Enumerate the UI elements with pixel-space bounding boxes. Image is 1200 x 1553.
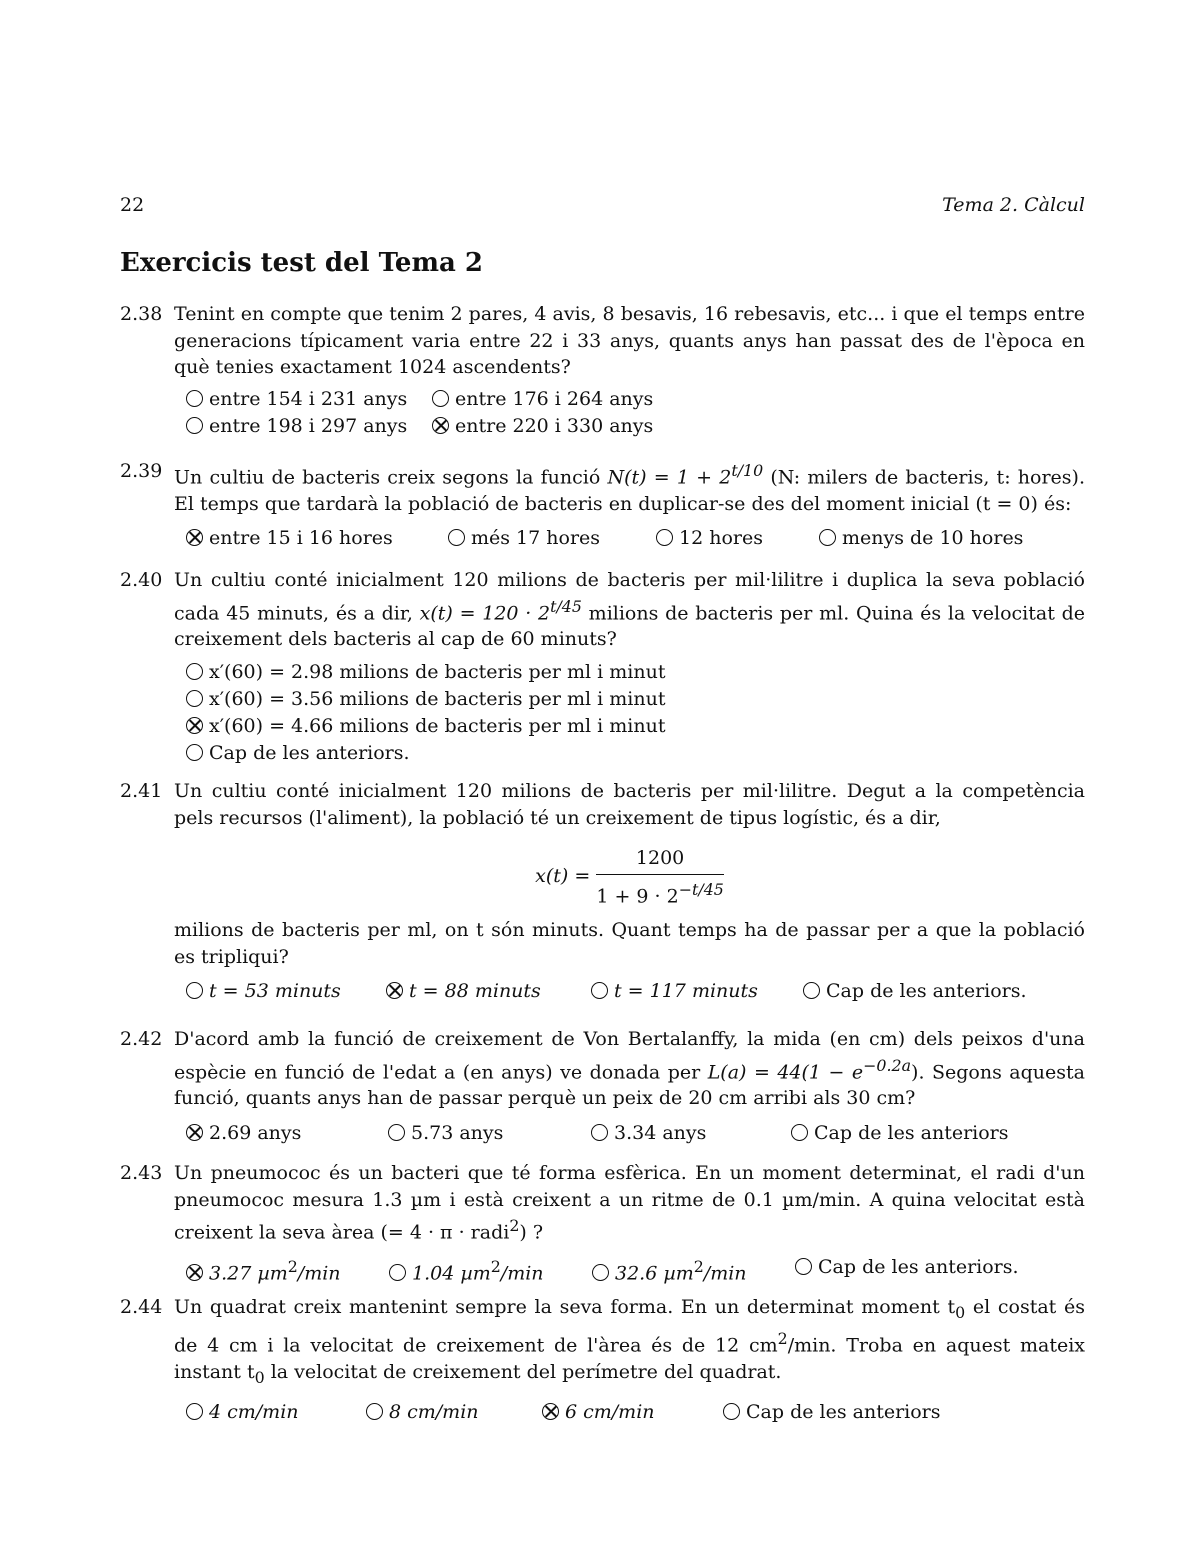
option[interactable]: Cap de les anteriors. (186, 740, 1085, 767)
exercise-2-43 (120, 1160, 1085, 1285)
radio-checked-icon (432, 417, 449, 434)
radio-empty-icon (186, 982, 203, 999)
exercise-number: 2.44 (120, 1296, 163, 1318)
exercise-number: 2.40 (120, 569, 163, 591)
option[interactable]: t = 88 minuts (386, 978, 541, 1005)
option[interactable]: x′(60) = 4.66 milions de bacteris per ml i minut (186, 713, 1085, 740)
option[interactable]: 2.69 anys (186, 1120, 301, 1147)
option[interactable]: entre 154 i 231 anys (186, 386, 407, 413)
radio-empty-icon (186, 390, 203, 407)
option[interactable]: t = 53 minuts (186, 978, 341, 1005)
radio-checked-icon (186, 1264, 203, 1281)
option[interactable]: 3.34 anys (591, 1120, 706, 1147)
options-row (186, 386, 1085, 413)
exercise-2-39 (120, 458, 1085, 552)
radio-empty-icon (591, 1124, 608, 1141)
exercise-2-44 (120, 1294, 1085, 1426)
option[interactable]: Cap de les anteriors (791, 1120, 1009, 1147)
exercise-2-40 (120, 567, 1085, 767)
radio-empty-icon (186, 690, 203, 707)
radio-checked-icon (186, 1124, 203, 1141)
option[interactable]: t = 117 minuts (591, 978, 758, 1005)
radio-checked-icon (542, 1403, 559, 1420)
option[interactable]: 6 cm/min (542, 1399, 655, 1426)
radio-empty-icon (656, 529, 673, 546)
option[interactable]: entre 220 i 330 anys (432, 413, 653, 440)
option[interactable]: 32.6 µm$^2$/min (592, 1254, 747, 1287)
radio-empty-icon (388, 1124, 405, 1141)
exercise-text: Un cultiu de bacteris creix segons la funció $N(t) = 1 + 2^{t/10}$ (N: milers de bacteris, t: hores). El temps que tardarà la població de bacteris en duplicar-se des del moment inicial (t = 0) és: (174, 461, 1085, 515)
radio-empty-icon (448, 529, 465, 546)
logistic-formula: x(t) = $\frac{1200}{1 + 9 \cdot 2^{-t/45}}$ (535, 847, 724, 907)
options-row (186, 1120, 1085, 1147)
radio-checked-icon (386, 982, 403, 999)
radio-empty-icon (186, 1403, 203, 1420)
section-title: Exercicis test del Tema 2 (120, 248, 483, 278)
option[interactable]: 12 hores (656, 525, 763, 552)
radio-empty-icon (803, 982, 820, 999)
exercise-text: Un quadrat creix mantenint sempre la seva forma. En un determinat moment $t_0$ el costat és de 4 cm i la velocitat de creixement de l'àrea és de 12 $cm^2/\min$. Troba en aquest mateix instant $t_0$ la velocitat de creixement del perímetre del quadrat. (174, 1296, 1085, 1387)
option[interactable]: 4 cm/min (186, 1399, 299, 1426)
exercise-number: 2.41 (120, 780, 163, 802)
options-row (186, 1254, 1085, 1285)
option[interactable]: 8 cm/min (366, 1399, 479, 1426)
exercise-number: 2.42 (120, 1028, 163, 1050)
option[interactable]: 3.27 µm$^2$/min (186, 1254, 341, 1287)
options-row (186, 413, 1085, 440)
page-number: 22 (120, 194, 145, 216)
option[interactable]: Cap de les anteriors (723, 1399, 941, 1426)
exercise-text: Tenint en compte que tenim 2 pares, 4 avis, 8 besavis, 16 rebesavis, etc... i que el temps entre generacions típicament varia entre 22 i 33 anys, quants anys han passat des de l'època en què tenies exactament 1024 ascendents? (174, 303, 1085, 378)
option[interactable]: més 17 hores (448, 525, 600, 552)
exercise-number: 2.39 (120, 460, 163, 482)
options-row (186, 525, 1085, 552)
radio-empty-icon (389, 1264, 406, 1281)
radio-empty-icon (366, 1403, 383, 1420)
options-row (186, 978, 1085, 1005)
radio-empty-icon (432, 390, 449, 407)
running-title: Tema 2. Càlcul (942, 194, 1085, 216)
option[interactable]: 1.04 µm$^2$/min (389, 1254, 544, 1287)
exercise-text-continued: milions de bacteris per ml, on t són minuts. Quant temps ha de passar per a que la població es tripliqui? (174, 919, 1085, 968)
option[interactable]: x′(60) = 2.98 milions de bacteris per ml i minut (186, 659, 1085, 686)
radio-empty-icon (791, 1124, 808, 1141)
radio-empty-icon (592, 1264, 609, 1281)
option[interactable]: Cap de les anteriors. (795, 1254, 1019, 1281)
radio-empty-icon (186, 744, 203, 761)
radio-empty-icon (819, 529, 836, 546)
options-row (186, 1399, 1085, 1426)
radio-empty-icon (186, 417, 203, 434)
exercise-2-41 (120, 778, 1085, 1005)
exercise-text: Un cultiu conté inicialment 120 milions de bacteris per mil·lilitre i duplica la seva població cada 45 minuts, és a dir, $x(t) = 120 \cdot 2^{t/45}$ milions de bacteris per ml. Quina és la velocitat de creixement dels bacteris al cap de 60 minuts? (174, 569, 1085, 651)
exercise-text: Un pneumococ és un bacteri que té forma esfèrica. En un moment determinat, el radi d'un pneumococ mesura 1.3 µm i està creixent a un ritme de 0.1 µm/min. A quina velocitat està creixent la seva àrea (= 4 · π · radi$^2$) ? (174, 1162, 1085, 1244)
radio-empty-icon (723, 1403, 740, 1420)
exercise-text: Un cultiu conté inicialment 120 milions de bacteris per mil·lilitre. Degut a la competència pels recursos (l'aliment), la població té un creixement de tipus logístic, és a dir, (174, 780, 1085, 829)
exercise-number: 2.38 (120, 303, 163, 325)
radio-empty-icon (186, 663, 203, 680)
option[interactable]: 5.73 anys (388, 1120, 503, 1147)
option[interactable]: entre 176 i 264 anys (432, 386, 653, 413)
radio-checked-icon (186, 717, 203, 734)
option[interactable]: menys de 10 hores (819, 525, 1023, 552)
exercise-text: D'acord amb la funció de creixement de Von Bertalanffy, la mida (en cm) dels peixos d'una espècie en funció de l'edat a (en anys) ve donada per $L(a) = 44(1 - e^{-0.2a})$. Segons aquesta funció, quants anys han de passar perquè un peix de 20 cm arribi als 30 cm? (174, 1028, 1085, 1110)
exercise-2-38 (120, 301, 1085, 440)
exercise-number: 2.43 (120, 1162, 163, 1184)
radio-checked-icon (186, 529, 203, 546)
option[interactable]: entre 15 i 16 hores (186, 525, 393, 552)
option[interactable]: entre 198 i 297 anys (186, 413, 407, 440)
radio-empty-icon (591, 982, 608, 999)
exercise-2-42 (120, 1026, 1085, 1147)
option[interactable]: Cap de les anteriors. (803, 978, 1027, 1005)
option[interactable]: x′(60) = 3.56 milions de bacteris per ml i minut (186, 686, 1085, 713)
radio-empty-icon (795, 1258, 812, 1275)
